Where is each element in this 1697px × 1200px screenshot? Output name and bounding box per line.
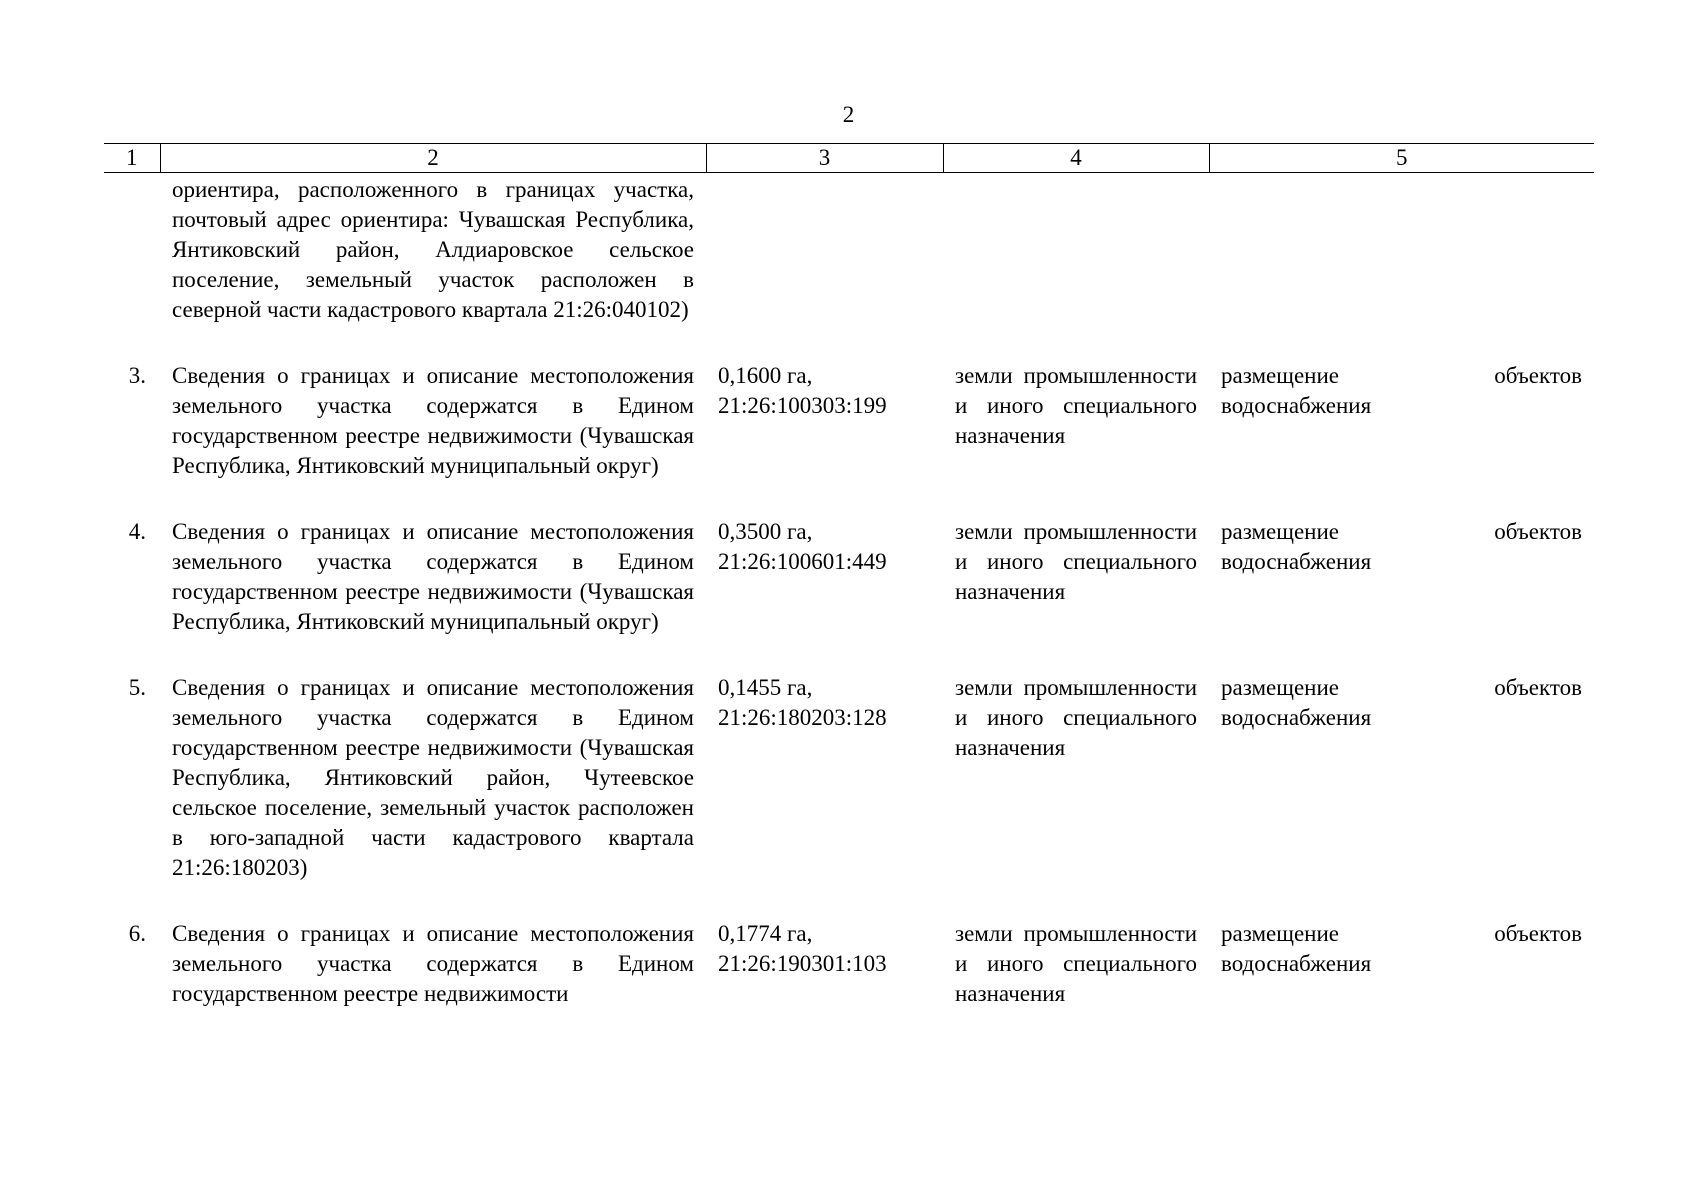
column-header-4: 4: [943, 144, 1209, 173]
land-plots-table: [104, 143, 1594, 1009]
row-cadastral-number: 21:26:190301:103: [718, 951, 887, 976]
row-number: 5.: [128, 675, 146, 700]
row-area-cadastral: [706, 361, 943, 517]
land-plots-table-container: [104, 143, 1594, 1009]
row-description: ориентира, расположенного в границах участка, почтовый адрес ориентира: Чувашская Республика, Янтиковский район, Алдиаровское сельское поселение, земельный участок расположен в северной части кадастрового квартала 21:26:040102): [172, 177, 694, 322]
table-row: [104, 919, 1594, 1009]
row-land-category: земли промышленности и иного специального назначения: [955, 921, 1197, 1006]
row-land-category: земли промышленности и иного специального назначения: [955, 675, 1197, 760]
row-number: 6.: [128, 921, 146, 946]
row-description: Сведения о границах и описание местоположения земельного участка содержатся в Едином государственном реестре недвижимости (Чувашская Республика, Янтиковский район, Чутеевское сельское поселение, земельный участок расположен в юго-западной части кадастрового квартала 21:26:180203): [172, 675, 694, 880]
column-number-header-row: [104, 144, 1594, 173]
row-permitted-use: размещение объектов водоснабжения: [1221, 519, 1582, 574]
row-number: 3.: [128, 363, 146, 388]
row-area-cadastral: [706, 919, 943, 1009]
column-header-3: 3: [706, 144, 943, 173]
row-area: 0,3500 га,: [718, 519, 813, 544]
row-area-cadastral: [706, 517, 943, 673]
column-header-1: 1: [104, 144, 160, 173]
column-header-5: 5: [1209, 144, 1594, 173]
table-row: [104, 517, 1594, 673]
row-description: Сведения о границах и описание местоположения земельного участка содержатся в Едином государственном реестре недвижимости: [172, 921, 694, 1006]
row-cadastral-number: 21:26:100601:449: [718, 549, 887, 574]
row-description: Сведения о границах и описание местоположения земельного участка содержатся в Едином государственном реестре недвижимости (Чувашская Республика, Янтиковский муниципальный округ): [172, 519, 694, 634]
table-row-continuation: [104, 173, 1594, 362]
row-permitted-use: размещение объектов водоснабжения: [1221, 921, 1582, 976]
row-cadastral-number: 21:26:180203:128: [718, 705, 887, 730]
row-land-category: земли промышленности и иного специального назначения: [955, 519, 1197, 604]
row-land-category: земли промышленности и иного специального назначения: [955, 363, 1197, 448]
row-area: 0,1774 га,: [718, 921, 813, 946]
row-number: 4.: [128, 519, 146, 544]
page-number: 2: [842, 102, 855, 127]
row-description: Сведения о границах и описание местоположения земельного участка содержатся в Едином государственном реестре недвижимости (Чувашская Республика, Янтиковский муниципальный округ): [172, 363, 694, 478]
row-area: 0,1600 га,: [718, 363, 813, 388]
table-row: [104, 361, 1594, 517]
row-permitted-use: размещение объектов водоснабжения: [1221, 363, 1582, 418]
row-permitted-use: размещение объектов водоснабжения: [1221, 675, 1582, 730]
row-number: [104, 173, 160, 362]
row-area: 0,1455 га,: [718, 675, 813, 700]
column-header-2: 2: [160, 144, 706, 173]
table-row: [104, 673, 1594, 919]
row-area-cadastral: [706, 673, 943, 919]
row-cadastral-number: 21:26:100303:199: [718, 393, 887, 418]
